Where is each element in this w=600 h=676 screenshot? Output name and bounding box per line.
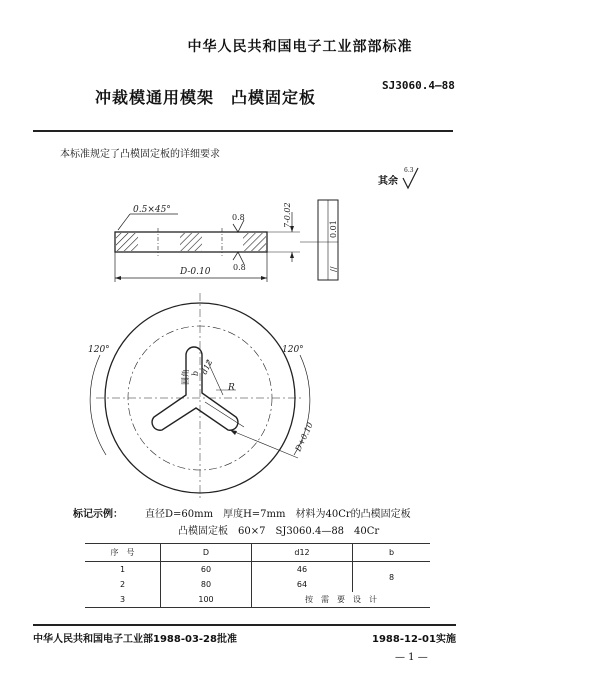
slot-d12-label: d12 <box>199 358 215 376</box>
implementation-date: 1988-12-01实施 <box>372 634 456 645</box>
surface-finish-bottom: 0.8 <box>233 263 246 272</box>
table-cell: 3 <box>85 592 161 608</box>
header-b: b <box>353 544 431 562</box>
table-cell: 80 <box>161 577 252 592</box>
standard-number: SJ3060.4—88 <box>382 79 455 92</box>
diameter-dimension: D-0.10 <box>180 267 211 277</box>
marking-example-label: 标记示例： <box>73 509 123 520</box>
hatch-left-outer <box>116 233 138 251</box>
angle-right: 120° <box>282 345 304 355</box>
footer-divider <box>33 624 456 626</box>
slot-corner-label: 圆角 <box>181 369 190 385</box>
table-row <box>85 592 430 608</box>
table-cell-design: 按 需 要 设 计 <box>252 592 431 608</box>
table-cell: 100 <box>161 592 252 608</box>
dimension-table <box>85 543 430 608</box>
scope-statement: 本标准规定了凸模固定板的详细要求 <box>60 149 220 160</box>
flatness-tolerance: 0.01 <box>329 220 338 238</box>
roughness-note-text: 其余 <box>378 176 398 187</box>
parallelism-symbol: // <box>329 266 338 272</box>
header-d12: d12 <box>252 544 353 562</box>
approval-note: 中华人民共和国电子工业部1988-03-28批准 <box>33 634 237 645</box>
marking-example-mark: 凸模固定板 60×7 SJ3060.4—88 40Cr <box>178 526 380 537</box>
document-title: 冲裁模通用模架 凸模固定板 <box>95 88 317 107</box>
roughness-symbol-value: 6.3 <box>404 167 414 174</box>
angle-left: 120° <box>88 345 110 355</box>
table-cell: 60 <box>161 562 252 578</box>
slot-width-label: b <box>191 370 200 376</box>
outer-dimension: D+0.10 <box>293 421 315 453</box>
marking-example-text: 直径D=60mm 厚度H=7mm 材料为40Cr的凸模固定板 <box>145 509 411 520</box>
thickness-dimension: 7-0.02 <box>283 202 292 228</box>
page-number: — 1 — <box>395 652 428 663</box>
table-cell: 1 <box>119 565 126 574</box>
org-header-title: 中华人民共和国电子工业部部标准 <box>187 39 413 55</box>
table-cell: 2 <box>119 580 126 589</box>
surface-finish-top: 0.8 <box>232 213 245 222</box>
header-seq: 序 号 <box>85 544 161 562</box>
section-view <box>115 200 338 282</box>
table-header-row <box>85 544 430 562</box>
hatch-left-inner <box>180 233 202 251</box>
chamfer-dimension: 0.5×45° <box>133 205 171 215</box>
table-cell-b: 8 <box>353 562 431 593</box>
radius-label: R <box>228 383 235 393</box>
table-cell: 64 <box>252 577 353 592</box>
hatch-right <box>243 233 266 251</box>
table-cell: 46 <box>252 562 353 578</box>
plan-view <box>88 293 315 500</box>
table-row <box>85 562 430 578</box>
tri-slot-outline <box>152 347 238 430</box>
header-d: D <box>161 544 252 562</box>
roughness-symbol <box>403 167 418 188</box>
